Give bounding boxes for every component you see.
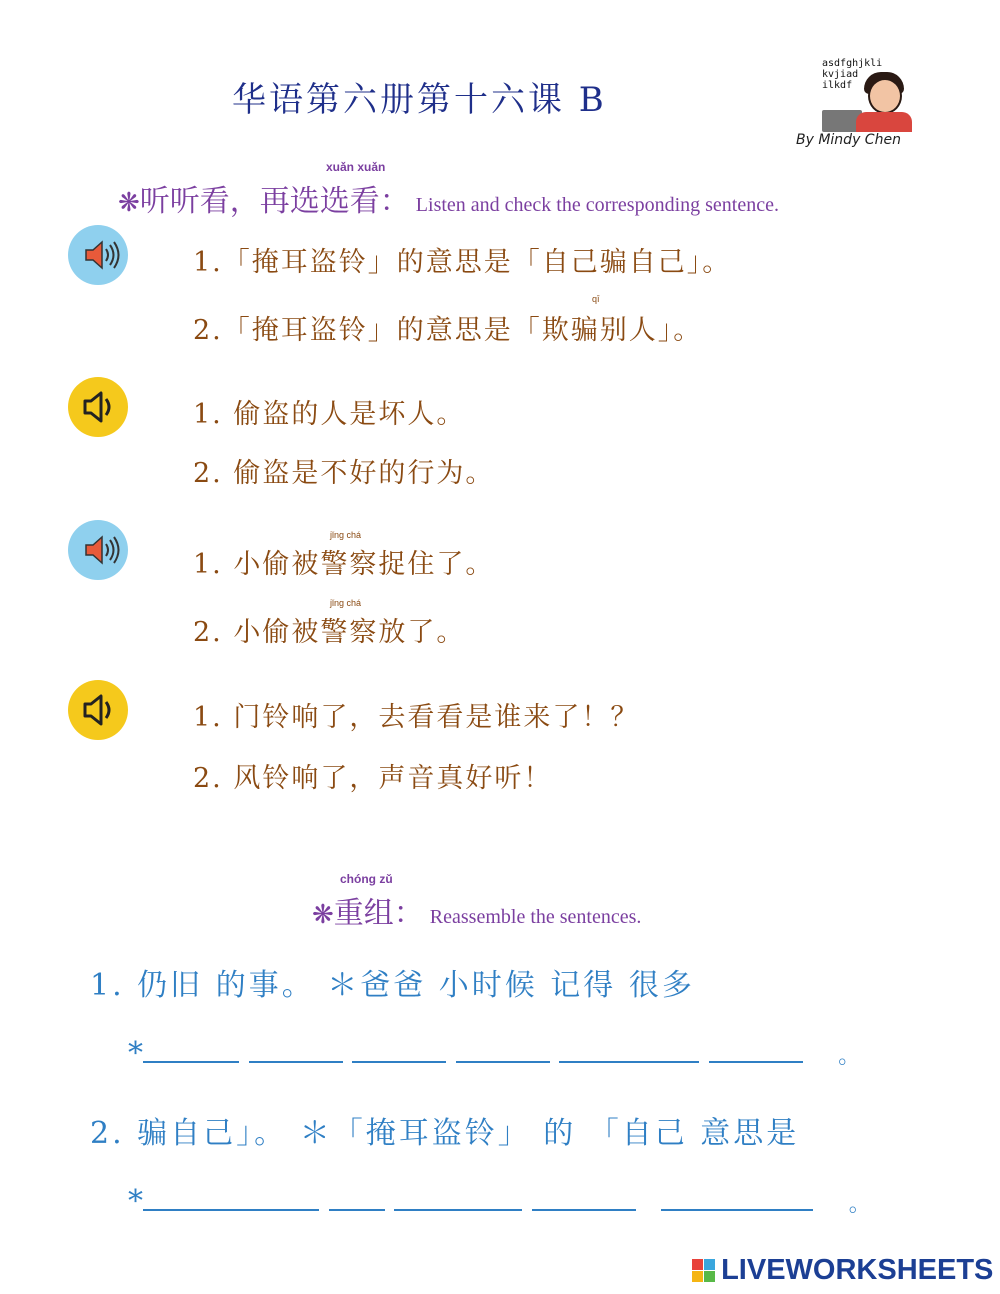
option-1-1[interactable]: 1.「掩耳盗铃」的意思是「自己骗自己」。	[193, 247, 732, 278]
answer-2	[128, 1184, 871, 1219]
answer-blank[interactable]	[352, 1061, 446, 1063]
page-title: 华语第六册第十六课 B	[232, 80, 607, 120]
question-2: 2. 骗自己」。 ＊「掩耳盗铃」 的 「自己 意思是	[90, 1116, 800, 1151]
liveworksheets-logo[interactable]	[692, 1254, 993, 1287]
option-3-2[interactable]: 2. 小偷被警察放了。	[193, 617, 466, 648]
speaker-outline-icon[interactable]	[68, 680, 128, 740]
answer-blank[interactable]	[709, 1061, 803, 1063]
question-1: 1. 仍旧 的事。 ＊爸爸 小时候 记得 很多	[90, 968, 695, 1003]
option-4-1[interactable]: 1. 门铃响了，去看看是谁来了！？	[193, 702, 640, 733]
speaker-volume-icon[interactable]	[68, 520, 128, 580]
answer-2-period: 。	[848, 1192, 871, 1217]
section2-instruction: Reassemble the sentences.	[429, 906, 642, 928]
option-2-2[interactable]: 2. 偷盗是不好的行为。	[193, 458, 495, 489]
answer-blank[interactable]	[661, 1209, 813, 1211]
answer-blank[interactable]	[559, 1061, 699, 1063]
snowflake-icon: ❋	[312, 900, 334, 930]
section2-title: 重组：	[333, 896, 424, 931]
answer-blank[interactable]	[143, 1209, 319, 1211]
option-4-2[interactable]: 2. 风铃响了，声音真好听！	[193, 763, 553, 794]
answer-blank[interactable]	[249, 1061, 343, 1063]
option-3-1[interactable]: 1. 小偷被警察捉住了。	[193, 549, 495, 580]
option-1-2[interactable]: 2.「掩耳盗铃」的意思是「欺骗别人」。	[193, 315, 703, 346]
logo-letters: asdfghjkli kvjiad ilkdf	[822, 58, 883, 91]
speaker-volume-icon[interactable]	[68, 225, 128, 285]
section1-heading	[118, 176, 779, 220]
snowflake-icon: ❋	[118, 188, 140, 218]
author-avatar	[868, 78, 902, 114]
section1-pinyin: xuǎn xuǎn	[326, 160, 386, 174]
answer-blank[interactable]	[143, 1061, 239, 1063]
answer-1	[128, 1036, 860, 1071]
answer-blank[interactable]	[329, 1209, 385, 1211]
option-1-2-pinyin: qī	[592, 294, 600, 304]
answer-1-star: *	[128, 1036, 143, 1071]
option-3-1-pinyin: jǐng chá	[330, 530, 362, 540]
speaker-outline-icon[interactable]	[68, 377, 128, 437]
answer-blank[interactable]	[456, 1061, 550, 1063]
section1-title: 听听看，再选选看：	[139, 184, 410, 219]
liveworksheets-badge-icon	[692, 1259, 716, 1283]
answer-2-star: *	[128, 1184, 143, 1219]
answer-1-period: 。	[838, 1044, 861, 1069]
option-2-1[interactable]: 1. 偷盗的人是坏人。	[193, 399, 466, 430]
section2-pinyin: chóng zǔ	[340, 872, 393, 886]
author-byline: By Mindy Chen	[796, 132, 901, 148]
author-logo	[796, 56, 926, 156]
section2-heading	[312, 888, 641, 932]
answer-blank[interactable]	[532, 1209, 636, 1211]
answer-blank[interactable]	[394, 1209, 522, 1211]
option-3-2-pinyin: jǐng chá	[330, 598, 362, 608]
liveworksheets-wordmark: LIVEWORKSHEETS	[721, 1254, 994, 1286]
section1-instruction: Listen and check the corresponding sentence.	[415, 194, 779, 216]
